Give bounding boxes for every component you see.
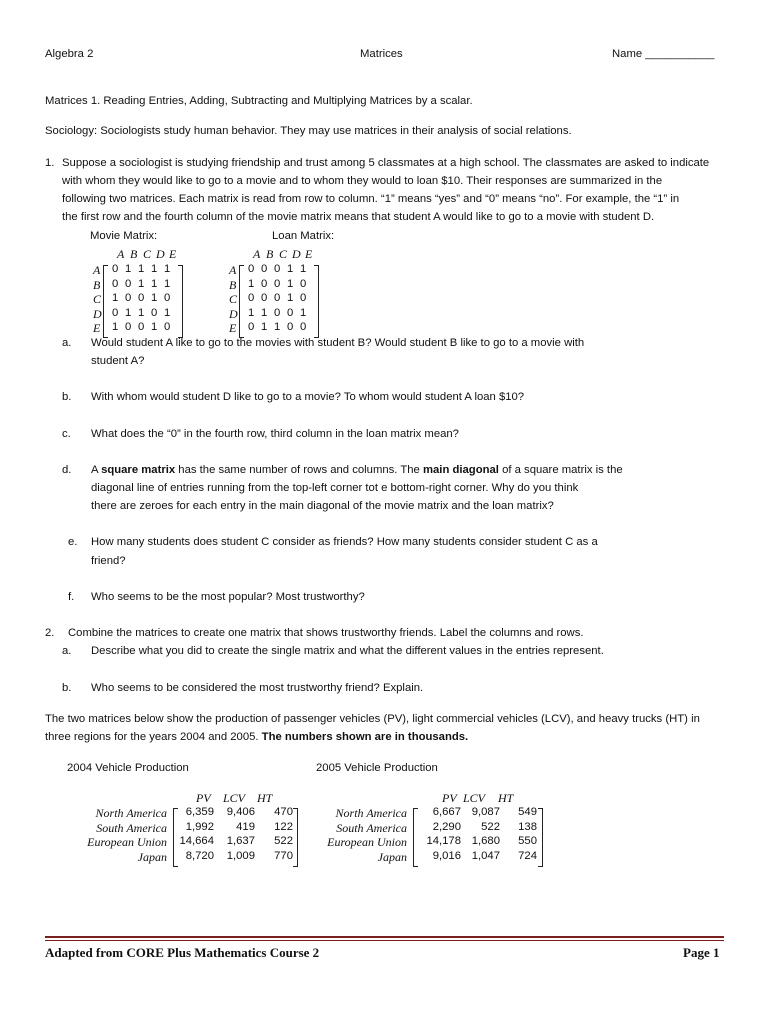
movie-matrix-entry: 1 [138, 277, 145, 290]
part-d-label: d. [62, 464, 72, 476]
production-2004-entry: 14,664 [179, 835, 214, 847]
part-e-text: How many students does student C consider as friends? How many students consider student C as a [91, 536, 598, 548]
part-a-text: Would student A like to go to the movies with student B? Would student B like to go to a movie with [91, 337, 585, 349]
loan-matrix-row-header: D [229, 306, 238, 321]
production-2004-col-header: PV [196, 791, 211, 805]
production-2004-entry: 770 [274, 849, 293, 862]
footer-source: Adapted from CORE Plus Mathematics Course 2 [45, 945, 320, 960]
part-c-text: What does the “0” in the fourth row, third column in the loan matrix mean? [91, 428, 459, 440]
term-main-diagonal: main diagonal [422, 464, 499, 476]
loan-matrix-row-header: A [229, 263, 237, 277]
movie-matrix-entry: 1 [164, 263, 171, 275]
production-2004-entry: 8,720 [185, 849, 214, 862]
part-c-label: c. [62, 428, 71, 440]
loan-matrix-entry: 0 [261, 277, 268, 290]
movie-matrix-entry: 1 [112, 321, 119, 333]
production-2004-bracket-right [293, 808, 298, 867]
loan-matrix-entry: 0 [274, 277, 281, 290]
loan-matrix-entry: 1 [287, 263, 294, 275]
movie-matrix-entry: 1 [164, 277, 171, 290]
loan-matrix-entry: 1 [248, 277, 255, 290]
part-a-text: student A? [91, 355, 145, 367]
loan-matrix-col-header: D [292, 247, 301, 261]
course-label: Algebra 2 [45, 48, 94, 60]
loan-matrix-entry: 0 [274, 263, 281, 275]
production-2004-entry: 6,359 [185, 806, 214, 818]
movie-matrix-bracket-left [103, 265, 108, 338]
movie-matrix-entry: 0 [112, 306, 119, 319]
part-d-text-segment: has the same number of rows and columns. The [175, 464, 423, 476]
movie-matrix-entry: 0 [125, 321, 132, 333]
production-2004-entry: 1,992 [185, 820, 214, 833]
movie-matrix-entry: 1 [112, 292, 119, 304]
production-2005-entry: 1,680 [471, 835, 500, 847]
loan-matrix-entry: 1 [300, 263, 307, 275]
loan-matrix-entry: 0 [300, 277, 307, 290]
movie-matrix-entry: 1 [125, 263, 132, 275]
question-1-line: with whom they would like to go to a movie and to whom they would to loan $10. Their responses are summarized in the [62, 175, 663, 187]
q2-part-a-label: a. [62, 645, 72, 657]
production-2005-matrix [307, 791, 542, 869]
part-d-text: diagonal line of entries running from the top-left corner tot e bottom-right corner. Why do you think [91, 482, 579, 494]
loan-matrix-entry: 1 [274, 321, 281, 333]
loan-matrix-entry: 1 [248, 306, 255, 319]
production-2005-col-header: LCV [463, 791, 486, 805]
movie-matrix-entry: 1 [151, 321, 158, 333]
question-1-line: the first row and the fourth column of the movie matrix means that student A would like to go to a movie with student D. [62, 211, 655, 223]
movie-matrix [93, 247, 213, 335]
loan-matrix-entry: 0 [300, 292, 307, 304]
part-b-text: With whom would student D like to go to a movie? To whom would student A loan $10? [91, 391, 525, 403]
question-1-line: Suppose a sociologist is studying friendship and trust among 5 classmates at a high school. The classmates are asked to indicate [62, 157, 710, 169]
loan-matrix-entry: 0 [274, 306, 281, 319]
loan-matrix-entry: 1 [261, 306, 268, 319]
question-1-number: 1. [45, 157, 55, 169]
movie-matrix-entry: 1 [151, 263, 158, 275]
loan-matrix-col-header: E [305, 247, 313, 261]
loan-matrix-entry: 0 [261, 263, 268, 275]
movie-matrix-entry: 0 [138, 292, 145, 304]
part-d-text: there are zeroes for each entry in the main diagonal of the movie matrix and the loan matrix? [91, 500, 554, 512]
movie-matrix-col-header: C [143, 247, 152, 261]
production-2004-row-label: South America [96, 820, 167, 835]
loan-matrix-entry: 0 [248, 321, 255, 333]
q2-part-b-label: b. [62, 682, 72, 694]
movie-matrix-entry: 0 [164, 292, 171, 304]
loan-matrix-col-header: B [266, 247, 274, 261]
loan-matrix-entry: 0 [261, 292, 268, 304]
production-2005-col-header: HT [498, 791, 514, 805]
production-2005-row-label: South America [336, 820, 407, 835]
production-2005-entry: 550 [518, 835, 537, 847]
loan-matrix-col-header: C [279, 247, 288, 261]
production-2005-bracket-left [413, 808, 418, 867]
loan-matrix-entry: 0 [287, 306, 294, 319]
production-2005-entry: 724 [518, 849, 537, 862]
movie-matrix-entry: 1 [151, 292, 158, 304]
production-2004-entry: 470 [274, 806, 293, 818]
page-number: Page 1 [683, 945, 720, 960]
movie-matrix-row-header: D [93, 306, 102, 321]
loan-matrix-entry: 0 [300, 321, 307, 333]
production-2005-entry: 1,047 [471, 849, 500, 862]
q2-part-a-text: Describe what you did to create the single matrix and what the different values in the entries represent. [91, 645, 604, 657]
production-2004-row-label: European Union [87, 835, 167, 849]
production-2005-entry: 522 [481, 820, 500, 833]
loan-matrix-row-header: B [229, 277, 237, 292]
movie-matrix-col-header: A [117, 247, 125, 261]
loan-matrix-col-header: A [253, 247, 261, 261]
production-2005-entry: 2,290 [432, 820, 461, 833]
question-2-text: Combine the matrices to create one matrix that shows trustworthy friends. Label the columns and rows. [68, 627, 584, 639]
loan-matrix-entry: 0 [287, 321, 294, 333]
movie-matrix-entry: 1 [138, 306, 145, 319]
production-2005-entry: 549 [518, 806, 537, 818]
topic-title: Matrices [360, 48, 403, 60]
production-2004-entry: 9,406 [226, 806, 255, 818]
production-2004-entry: 419 [236, 820, 255, 833]
movie-matrix-row-header: E [93, 321, 101, 335]
part-d-text-segment: A [91, 464, 102, 476]
loan-matrix-entry: 0 [248, 263, 255, 275]
loan-matrix-row-header: C [229, 292, 238, 306]
vehicles-intro: The two matrices below show the production of passenger vehicles (PV), light commercial vehicles (LCV), and heavy trucks (HT) in [45, 713, 700, 725]
loan-matrix-bracket-right [314, 265, 319, 338]
loan-matrix-entry: 1 [300, 306, 307, 319]
production-2004-entry: 1,637 [226, 835, 255, 847]
production-2004-matrix [67, 791, 297, 869]
movie-matrix-entry: 0 [151, 306, 158, 319]
movie-matrix-entry: 0 [138, 321, 145, 333]
movie-matrix-entry: 0 [164, 321, 171, 333]
movie-matrix-entry: 0 [125, 292, 132, 304]
production-2005-col-header: PV [442, 791, 457, 805]
movie-matrix-col-header: E [169, 247, 177, 261]
term-square-matrix: square matrix [101, 464, 176, 476]
movie-matrix-entry: 0 [112, 277, 119, 290]
vehicles-intro [45, 731, 468, 743]
production-2004-row-label: North America [95, 806, 167, 820]
production-2005-entry: 138 [518, 820, 537, 833]
thousands-note: The numbers shown are in thousands. [261, 731, 469, 743]
movie-matrix-col-header: B [130, 247, 138, 261]
movie-matrix-entry: 1 [138, 263, 145, 275]
loan-matrix-title: Loan Matrix: [272, 230, 335, 242]
production-2004-col-header: HT [257, 791, 273, 805]
loan-matrix [229, 247, 349, 335]
production-2005-bracket-right [538, 808, 543, 867]
production-2005-row-label: European Union [327, 835, 407, 849]
question-2-number: 2. [45, 627, 55, 639]
production-2004-entry: 1,009 [226, 849, 255, 862]
movie-matrix-entry: 0 [125, 277, 132, 290]
production-2005-entry: 9,016 [432, 849, 461, 862]
loan-matrix-entry: 1 [287, 292, 294, 304]
movie-matrix-row-header: C [93, 292, 102, 306]
production-2004-title: 2004 Vehicle Production [67, 762, 189, 774]
production-2004-bracket-left [173, 808, 178, 867]
production-2004-row-label: Japan [137, 849, 167, 864]
part-a-label: a. [62, 337, 72, 349]
footer-rule [45, 940, 724, 941]
loan-matrix-entry: 0 [248, 292, 255, 304]
movie-matrix-row-header: B [93, 277, 101, 292]
movie-matrix-col-header: D [156, 247, 165, 261]
name-field: Name ___________ [612, 48, 715, 60]
movie-matrix-entry: 1 [125, 306, 132, 319]
loan-matrix-entry: 1 [261, 321, 268, 333]
loan-matrix-bracket-left [239, 265, 244, 338]
part-d-text [91, 464, 623, 476]
production-2004-entry: 122 [274, 820, 293, 833]
production-2005-title: 2005 Vehicle Production [316, 762, 438, 774]
movie-matrix-entry: 1 [164, 306, 171, 319]
part-f-label: f. [68, 591, 75, 603]
loan-matrix-row-header: E [229, 321, 237, 335]
movie-matrix-row-header: A [93, 263, 101, 277]
vehicles-intro-segment: three regions for the years 2004 and 2005. [45, 731, 262, 743]
part-f-text: Who seems to be the most popular? Most trustworthy? [91, 591, 365, 603]
part-b-label: b. [62, 391, 72, 403]
production-2005-entry: 6,667 [432, 806, 461, 818]
production-2005-entry: 14,178 [426, 835, 461, 847]
movie-matrix-bracket-right [178, 265, 183, 338]
movie-matrix-entry: 1 [151, 277, 158, 290]
part-e-text: friend? [91, 555, 126, 567]
production-2004-entry: 522 [274, 835, 293, 847]
production-2004-col-header: LCV [223, 791, 246, 805]
lesson-title: Matrices 1. Reading Entries, Adding, Subtracting and Multiplying Matrices by a scalar. [45, 95, 473, 107]
footer-rule [45, 936, 724, 938]
loan-matrix-entry: 0 [274, 292, 281, 304]
part-d-text-segment: of a square matrix is the [498, 464, 623, 476]
loan-matrix-entry: 1 [287, 277, 294, 290]
question-1-line: following two matrices. Each matrix is read from row to column. “1” means “yes” and “0” means “no”. For example, the “1” in [62, 193, 680, 205]
part-e-label: e. [68, 536, 78, 548]
production-2005-row-label: North America [335, 806, 407, 820]
q2-part-b-text: Who seems to be considered the most trustworthy friend? Explain. [91, 682, 424, 694]
movie-matrix-entry: 0 [112, 263, 119, 275]
movie-matrix-title: Movie Matrix: [90, 230, 158, 242]
production-2005-row-label: Japan [377, 849, 407, 864]
production-2005-entry: 9,087 [471, 806, 500, 818]
sociology-intro: Sociology: Sociologists study human behavior. They may use matrices in their analysis of social relations. [45, 125, 572, 137]
